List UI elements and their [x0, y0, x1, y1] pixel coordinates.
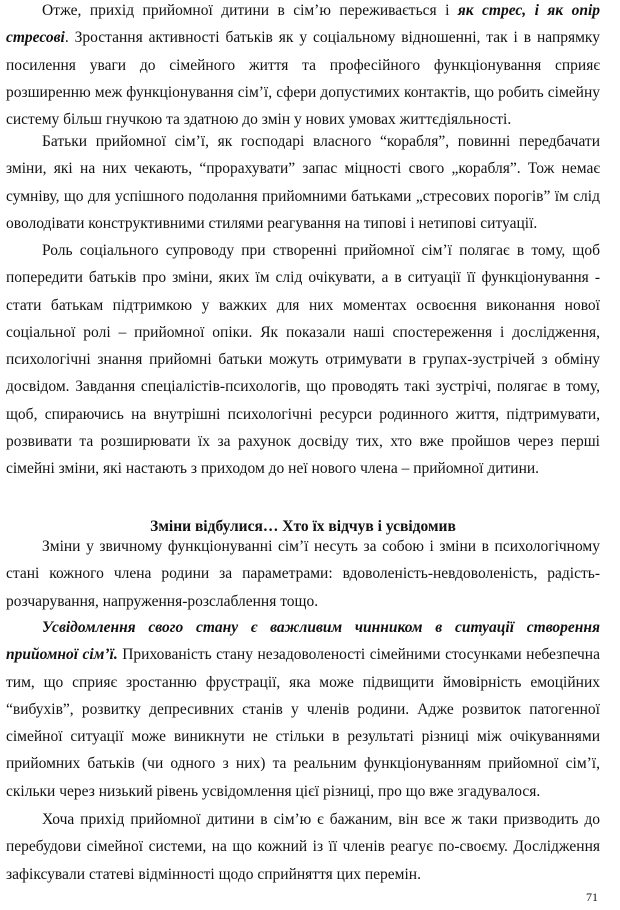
paragraph-social-support: Роль соціального супроводу при створенні прийомної сім’ї полягає в тому, щоб попередити батьків про зміни, яких їм слід очікувати, а в ситуації її функціонування - стати батькам підтримкою у важких для них моментах освоєння виконання нової соціальної ролі – прийомної опіки. Як показали наші спостереження і дослідження, психологічні знання прийомні батьки можуть отримувати в групах-зустрічей з обміну досвідом. Завдання спеціалістів-психологів, що проводять такі зустрічі, полягає в тому, щоб, спираючись на внутрішні психологічні ресурси родинного життя, підтримувати, розвивати та розширювати їх за рахунок досвіду тих, хто вже пройшов через перші сімейні зміни, які настають з приходом до неї нового члена – прийомної дитини. — [6, 242, 600, 478]
paragraph-awareness — [6, 614, 600, 805]
paragraph-1-text-start: Отже, прихід прийомної дитини в сім’ю переживається і — [42, 2, 458, 19]
paragraph-family-changes: Зміни у звичному функціонуванні сім’ї несуть за собою і зміни в психологічному стані кожного члена родини за параметрами: вдоволеність-невдоволеність, радість-розчарування, напруження-розслаблення тощо. — [6, 538, 600, 610]
paragraph-ship-metaphor: Батьки прийомної сім’ї, як господарі власного “корабля”, повинні передбачати зміни, які на них чекають, “прорахувати” запас міцності свого „корабля”. Тож немає сумніву, що для успішного подолання прийомними батьками „стресових порогів” їм слід оволодівати конструктивними стилями реагування на типові і нетипові ситуації. — [6, 133, 600, 232]
emphasis-awareness-phrase: Усвідомлення свого стану є важливим чинником в ситуації створення прийомної сім’ї. — [6, 619, 600, 664]
section-heading: Зміни відбулися… Хто їх відчув і усвідомив — [150, 518, 456, 535]
paragraph-1-text-end: . Зростання активності батьків як у соціальному відношенні, так і в напрямку посилення уваги до сімейного життя та професійного функціонування сприяє розширенню меж функціонування сім’ї, сфери допустимих контактів, що робить сімейну систему більш гнучкою та здатною до змін у нових умовах життєдіяльності. — [6, 29, 600, 129]
emphasis-stress-phrase: як стрес, і як опір стресові — [6, 2, 600, 47]
paragraph-5-text-end: Прихованість стану незадоволеності сімейними стосунками небезпечна тим, що сприяє зростанню фрустрації, яка може підвищити ймовірність емоційних “вибухів”, розвитку депресивних станів у членів родини. Адже розвиток патогенної сімейної ситуації може виникнути не стільки в результаті різниці між очікуваннями прийомних батьків (чи одного з них) та реальним функціонуванням прийомної сім’ї, скільки через низький рівень усвідомлення цієї різниці, про що вже згадувалося. — [6, 646, 600, 800]
paragraph-gender-differences: Хоча прихід прийомної дитини в сім’ю є бажаним, він все ж таки призводить до перебудови сімейної системи, на що кожний із її членів реагує по-своєму. Дослідження зафіксували статеві відмінності щодо сприйняття цих перемін. — [6, 811, 600, 883]
page-number: 71 — [586, 890, 598, 904]
paragraph-stress-resistance — [6, 0, 600, 133]
